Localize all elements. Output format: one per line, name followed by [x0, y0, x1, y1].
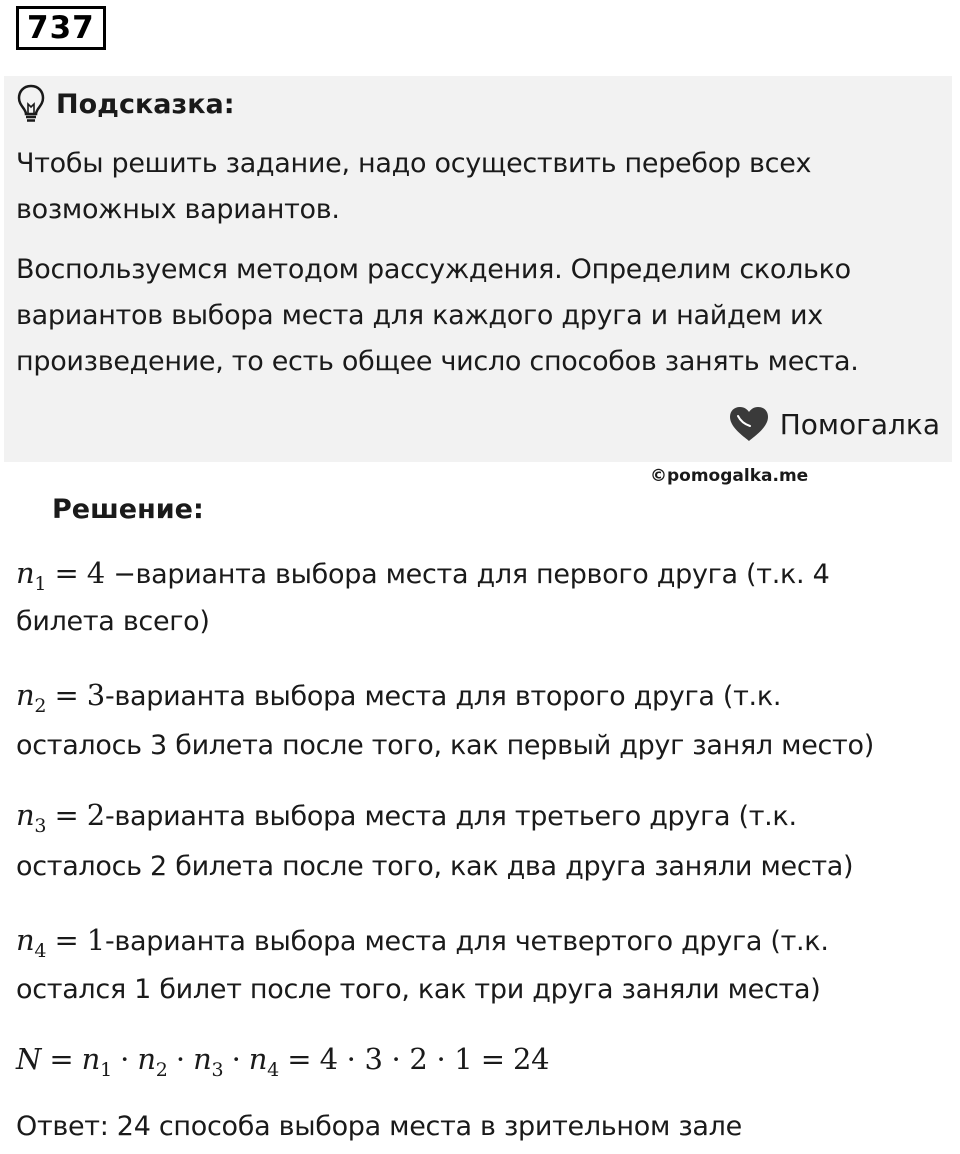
step-3-line-2: осталось 2 билета после того, как два друга заняли места) [16, 851, 854, 882]
step-2-line-1 [16, 672, 781, 729]
step-2-var: n [16, 678, 35, 712]
heart-icon [726, 404, 772, 444]
step-3-line-1 [16, 792, 797, 849]
formula-product: 4 · 3 · 2 · 1 [319, 1042, 473, 1076]
formula-lhs: N [16, 1042, 42, 1076]
formula-eq-3: = [480, 1042, 505, 1076]
brand-label: Помогалка [779, 407, 940, 441]
formula-eq-1: = [49, 1042, 74, 1076]
brand-badge [726, 402, 940, 446]
step-3-var: n [16, 798, 35, 832]
step-4-var: n [16, 923, 35, 957]
step-3-eq: = [54, 798, 79, 832]
step-2-eq: = [54, 678, 79, 712]
step-2-value: 3 [86, 678, 105, 712]
hint-paragraph-1-line-1: Чтобы решить задание, надо осуществить перебор всех [16, 148, 812, 179]
formula-term-1: 1 [100, 1059, 112, 1081]
copyright: ©pomogalka.me [650, 466, 809, 486]
formula-term-4: 4 [267, 1059, 279, 1081]
hint-paragraph-2-line-2: вариантов выбора места для каждого друга и найдем их [16, 300, 823, 331]
step-4-line-1 [16, 917, 829, 974]
step-1-text: −варианта выбора места для первого друга (т.к. 4 [104, 559, 830, 590]
step-4-sub: 4 [34, 940, 47, 962]
step-1-sub: 1 [34, 573, 47, 595]
step-1-line-2: билета всего) [16, 606, 210, 637]
product-formula: $N = n_1 \cdot n_2 \cdot n_3 \cdot n_4 = 4 \cdot 3 \cdot 2 \cdot 1 = 24$ [16, 1042, 550, 1081]
step-2-sub: 2 [34, 695, 47, 717]
formula-term-3: 3 [211, 1059, 224, 1081]
hint-paragraph-2-line-1: Воспользуемся методом рассуждения. Определим сколько [16, 254, 851, 285]
step-4-line-2: остался 1 билет после того, как три друга заняли места) [16, 974, 821, 1005]
step-1-eq: = [54, 556, 79, 590]
step-3-text: -варианта выбора места для третьего друга (т.к. [104, 801, 797, 832]
step-1-var: n [16, 556, 35, 590]
step-4-eq: = [54, 923, 79, 957]
answer: Ответ: 24 способа выбора места в зрительном зале [16, 1111, 742, 1142]
step-1-value: 4 [86, 556, 105, 590]
formula-result: 24 [513, 1042, 550, 1076]
formula-term-2: 2 [155, 1059, 168, 1081]
step-3-value: 2 [86, 798, 105, 832]
step-2-line-2: осталось 3 билета после того, как первый друг занял место) [16, 730, 874, 761]
hint-title: Подсказка: [56, 88, 235, 120]
solution-title: Решение: [52, 494, 204, 525]
task-number: 737 [16, 6, 106, 50]
hint-header [16, 84, 235, 124]
hint-paragraph-2-line-3: произведение, то есть общее число способов занять места. [16, 346, 859, 377]
step-3-sub: 3 [34, 815, 47, 837]
step-2-text: -варианта выбора места для второго друга (т.к. [104, 681, 782, 712]
step-4-text: -варианта выбора места для четвертого друга (т.к. [104, 926, 829, 957]
hint-paragraph-1-line-2: возможных вариантов. [16, 194, 340, 225]
step-4-value: 1 [86, 923, 105, 957]
lightbulb-icon [16, 84, 46, 124]
formula-eq-2: = [287, 1042, 312, 1076]
